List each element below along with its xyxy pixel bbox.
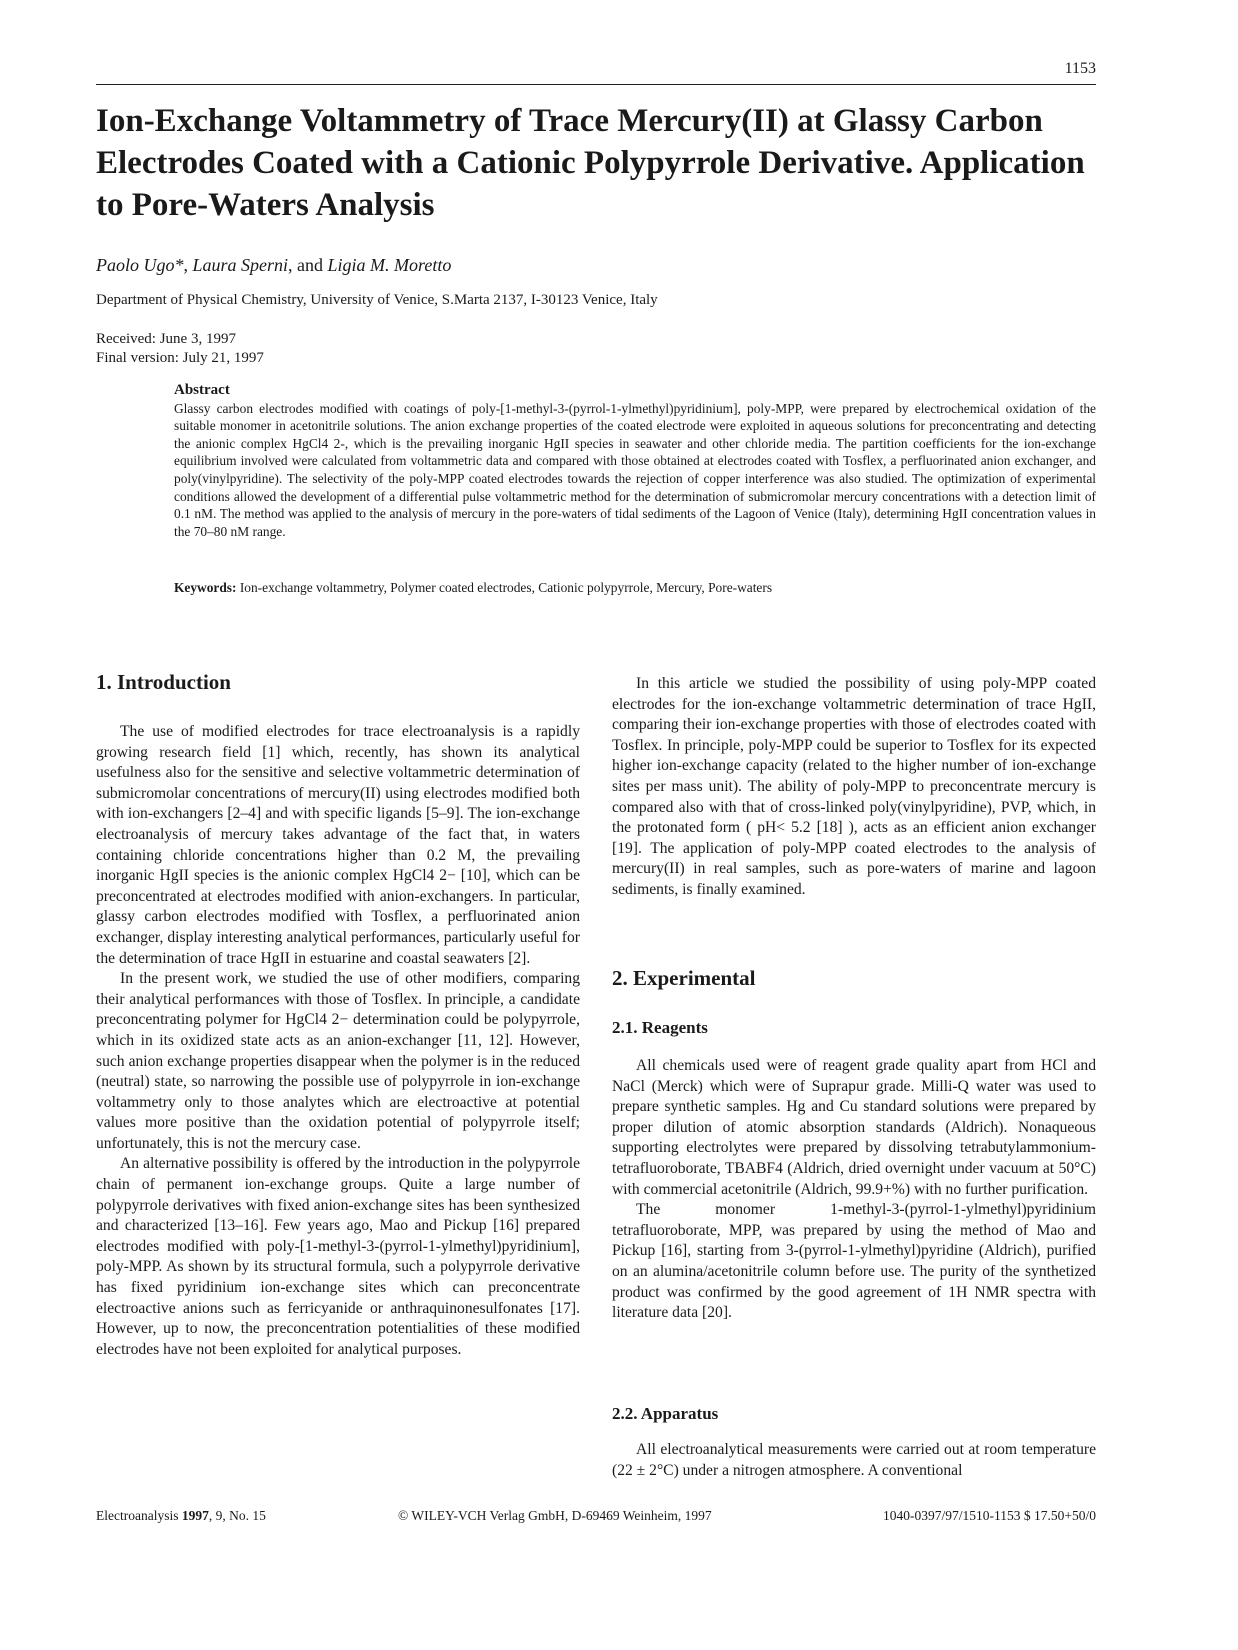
author-moretto: Ligia M. Moretto <box>327 255 452 275</box>
footer-publisher: © WILEY-VCH Verlag GmbH, D-69469 Weinheim, 1997 <box>398 1508 712 1523</box>
final-version-date: Final version: July 21, 1997 <box>96 350 264 366</box>
author-separator: , and <box>288 255 328 275</box>
subsection-heading-apparatus: 2.2. Apparatus <box>612 1404 719 1423</box>
keywords-text: Ion-exchange voltammetry, Polymer coated electrodes, Cationic polypyrrole, Mercury, Pore-waters <box>236 580 773 595</box>
author-sperni: Laura Sperni <box>192 255 289 275</box>
keywords <box>174 580 1096 596</box>
author-ugo: Paolo Ugo* <box>96 255 184 275</box>
page-number: 1153 <box>1064 60 1096 77</box>
abstract-heading: Abstract <box>174 382 230 398</box>
journal-year: 1997 <box>181 1508 209 1523</box>
section-heading-experimental: 2. Experimental <box>612 966 756 990</box>
reagents-paragraph-2: The monomer 1-methyl-3-(pyrrol-1-ylmethyl)pyridinium tetrafluoroborate, MPP, was prepared by using the method of Mao and Pickup [16], starting from 3-(pyrrol-1-ylmethyl)pyridine (Aldrich), purified on an alumina/acetonitrile column before use. The purity of the synthetized product was confirmed by the good agreement of 1H NMR spectra with literature data [20]. <box>612 1201 1096 1322</box>
journal-name: Electroanalysis <box>96 1508 182 1523</box>
right-column-reagents <box>612 1056 1096 1324</box>
reagents-paragraph-1: All chemicals used were of reagent grade quality apart from HCl and NaCl (Merck) which were of Suprapur grade. Milli-Q water was used to prepare synthetic samples. Hg and Cu standard solutions were prepared by proper dilution of atomic absorption standards (Aldrich). Nonaqueous supporting electrolytes were prepared by dissolving tetrabutylammonium-tetrafluoroborate, TBABF4 (Aldrich, dried overnight under vacuum at 50°C) with commercial acetonitrile (Aldrich, 99.9+%) with no further purification. <box>612 1057 1096 1198</box>
intro-paragraph-2: In the present work, we studied the use of other modifiers, comparing their analytical performances with those of Tosflex. In principle, a candidate preconcentrating polymer for HgCl4 2− determination could be polypyrrole, which in its oxidized state acts as an anion-exchanger [11, 12]. However, such anion exchange properties disappear when the polymer is in the reduced (neutral) state, so narrowing the possible use of polypyrrole in ion-exchange voltammetry only to those analytes which are electroactive at potential values more positive than the oxidation potential of polypyrrole itself; unfortunately, this is not the mercury case. <box>96 970 580 1152</box>
subsection-heading-reagents: 2.1. Reagents <box>612 1018 708 1037</box>
footer-journal <box>96 1508 266 1524</box>
intro-paragraph-1: The use of modified electrodes for trace electroanalysis is a rapidly growing research field [1] which, recently, has shown its analytical usefulness also for the sensitive and selective voltammetric determination of submicromolar concentrations of mercury(II) using electrodes modified both with ion-exchangers [2–4] and with specific ligands [5–9]. The ion-exchange electroanalysis of mercury takes advantage of the fact that, in waters containing chloride concentrations higher than 0.2 M, the prevailing inorganic HgII species is the anionic complex HgCl4 2− [10], which can be preconcentrated at electrodes modified with anion-exchangers. In particular, glassy carbon electrodes modified with Tosflex, a perfluorinated anion exchanger, display interesting analytical performances, particularly useful for the determination of trace HgII in estuarine and coastal seawaters [2]. <box>96 723 580 967</box>
abstract <box>174 382 1096 540</box>
right-column-top <box>612 674 1096 901</box>
intro-paragraph-4: In this article we studied the possibility of using poly-MPP coated electrodes for the ion-exchange voltammetric determination of trace HgII, comparing their ion-exchange properties with those of electrodes coated with Tosflex. In principle, poly-MPP could be superior to Tosflex for its expected higher ion-exchange capacity (related to the higher number of ion-exchange sites per mass unit). The ability of poly-MPP to preconcentrate mercury is compared also with that of cross-linked poly(vinylpyridine), PVP, which, in the protonated form ( pH< 5.2 [18] ), acts as an efficient anion exchanger [19]. The application of poly-MPP coated electrodes to the analysis of mercury(II) in real samples, such as pore-waters of marine and lagoon sediments, is finally examined. <box>612 675 1096 898</box>
received-date: Received: June 3, 1997 <box>96 331 236 347</box>
header-rule <box>96 84 1096 85</box>
article-dates <box>96 330 264 368</box>
article-title: Ion-Exchange Voltammetry of Trace Mercury(II) at Glassy Carbon Electrodes Coated with a Cationic Polypyrrole Derivative. Application to Pore-Waters Analysis <box>96 103 1085 223</box>
left-column <box>96 722 580 1360</box>
affiliation: Department of Physical Chemistry, University of Venice, S.Marta 2137, I-30123 Venice, Italy <box>96 292 658 308</box>
keywords-label: Keywords: <box>174 580 237 595</box>
author-separator: , <box>183 255 193 275</box>
footer-code: 1040-0397/97/1510-1153 $ 17.50+50/0 <box>883 1508 1096 1523</box>
apparatus-paragraph-1: All electroanalytical measurements were carried out at room temperature (22 ± 2°C) under a nitrogen atmosphere. A conventional <box>612 1441 1096 1479</box>
journal-volume: , 9, No. 15 <box>208 1508 266 1523</box>
author-list <box>96 255 451 276</box>
intro-paragraph-3: An alternative possibility is offered by the introduction in the polypyrrole chain of permanent ion-exchange groups. Quite a large number of polypyrrole derivatives with fixed anion-exchange sites has been synthesized and characterized [13–16]. Few years ago, Mao and Pickup [16] prepared electrodes modified with poly-[1-methyl-3-(pyrrol-1-ylmethyl)pyridinium], poly-MPP. As shown by its structural formula, such a polypyrrole derivative has fixed pyridinium ion-exchange sites which can preconcentrate electroactive anions such as ferricyanide or anthraquinonesulfonates [17]. However, up to now, the preconcentration potentialities of these modified electrodes have not been exploited for analytical purposes. <box>96 1155 580 1358</box>
right-column-apparatus <box>612 1440 1096 1481</box>
section-heading-introduction: 1. Introduction <box>96 670 231 694</box>
abstract-text: Glassy carbon electrodes modified with coatings of poly-[1-methyl-3-(pyrrol-1-ylmethyl)pyridinium], poly-MPP, were prepared by electrochemical oxidation of the suitable monomer in acetonitrile solutions. The anion exchange properties of the coated electrode were exploited in aqueous solutions for preconcentrating and detecting the anionic complex HgCl4 2-, which is the prevailing inorganic HgII species in seawater and other chloride media. The partition coefficients for the ion-exchange equilibrium involved were calculated from voltammetric data and compared with those obtained at electrodes coated with Tosflex, a perfluorinated anion exchanger, and poly(vinylpyridine). The selectivity of the poly-MPP coated electrodes towards the rejection of copper interference was also studied. The optimization of experimental conditions allowed the development of a differential pulse voltammetric method for the determination of submicromolar mercury concentrations with a detection limit of 0.1 nM. The method was applied to the analysis of mercury in the pore-waters of tidal sediments of the Lagoon of Venice (Italy), determining HgII concentration values in the 70–80 nM range. <box>174 400 1096 539</box>
